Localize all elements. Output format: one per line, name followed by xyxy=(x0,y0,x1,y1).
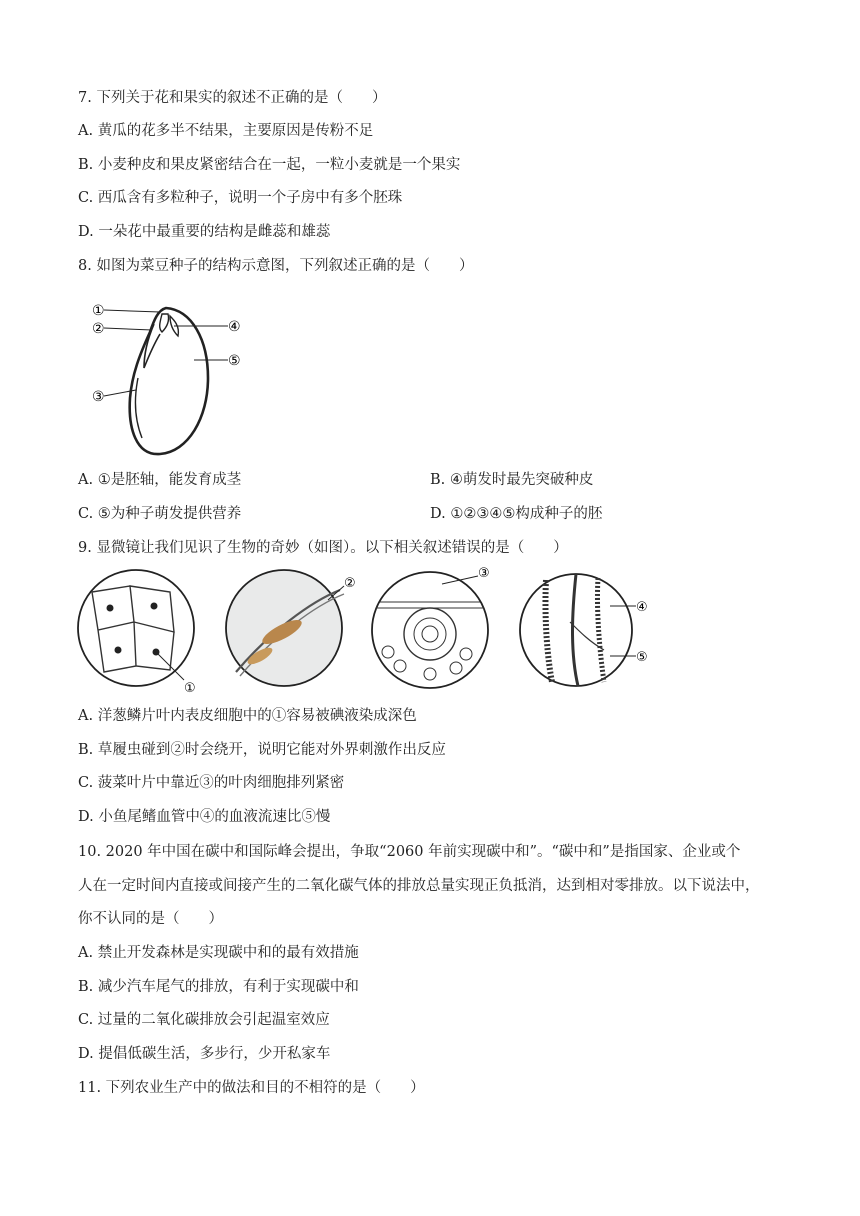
seed-label-2: ② xyxy=(92,321,105,337)
q8-option-b: B. ④萌发时最先突破种皮 xyxy=(430,472,594,488)
micro-label-1: ① xyxy=(184,681,196,696)
q10-option-d: D. 提倡低碳生活，多步行，少开私家车 xyxy=(78,1046,331,1062)
q9-option-d: D. 小鱼尾鳍血管中④的血液流速比⑤慢 xyxy=(78,809,331,825)
q10-stem-line-2: 人在一定时间内直接或间接产生的二氧化碳气体的排放总量实现正负抵消，达到相对零排放。以下说法中， xyxy=(78,878,760,894)
q7-stem: 7. 下列关于花和果实的叙述不正确的是（ ） xyxy=(78,90,387,106)
seed-label-3: ③ xyxy=(92,389,105,405)
q7-option-c: C. 西瓜含有多粒种子，说明一个子房中有多个胚珠 xyxy=(78,190,403,206)
seed-label-1: ① xyxy=(92,303,105,319)
q7-option-d: D. 一朵花中最重要的结构是雌蕊和雄蕊 xyxy=(78,224,331,240)
q8-option-d: D. ①②③④⑤构成种子的胚 xyxy=(430,506,603,522)
q10-stem-line-3: 你不认同的是（ ） xyxy=(78,911,223,927)
paramecium-view xyxy=(226,570,356,686)
micro-label-2: ② xyxy=(344,576,356,591)
q11-stem: 11. 下列农业生产中的做法和目的不相符的是（ ） xyxy=(78,1080,425,1096)
q9-option-b: B. 草履虫碰到②时会绕开，说明它能对外界刺激作出反应 xyxy=(78,742,446,758)
q9-option-a: A. 洋葱鳞片叶内表皮细胞中的①容易被碘液染成深色 xyxy=(78,708,417,724)
onion-epidermis-view xyxy=(78,570,196,696)
micro-label-4: ④ xyxy=(636,600,648,615)
q8-option-a: A. ①是胚轴，能发育成茎 xyxy=(78,472,242,488)
q10-stem-line-1: 10. 2020 年中国在碳中和国际峰会提出，争取“2060 年前实现碳中和”。“碳中和”是指国家、企业或个 xyxy=(78,844,741,860)
q8-option-c: C. ⑤为种子萌发提供营养 xyxy=(78,506,242,522)
q8-stem: 8. 如图为菜豆种子的结构示意图，下列叙述正确的是（ ） xyxy=(78,258,474,274)
seed-label-4: ④ xyxy=(228,319,241,335)
seed-label-5: ⑤ xyxy=(228,353,241,369)
q10-option-c: C. 过量的二氧化碳排放会引起温室效应 xyxy=(78,1012,330,1028)
bean-seed-diagram xyxy=(88,298,258,460)
leaf-section-view xyxy=(372,566,490,688)
q9-stem: 9. 显微镜让我们见识了生物的奇妙（如图）。以下相关叙述错误的是（ ） xyxy=(78,540,568,556)
q10-option-a: A. 禁止开发森林是实现碳中和的最有效措施 xyxy=(78,945,359,961)
q7-option-b: B. 小麦种皮和果皮紧密结合在一起，一粒小麦就是一个果实 xyxy=(78,157,461,173)
micro-label-3: ③ xyxy=(478,566,490,581)
q10-option-b: B. 减少汽车尾气的排放，有利于实现碳中和 xyxy=(78,979,359,995)
micro-label-5: ⑤ xyxy=(636,650,648,665)
microscope-views-figure xyxy=(70,562,670,698)
q9-option-c: C. 菠菜叶片中靠近③的叶肉细胞排列紧密 xyxy=(78,775,345,791)
fish-tail-vessels-view xyxy=(520,574,648,686)
q7-option-a: A. 黄瓜的花多半不结果，主要原因是传粉不足 xyxy=(78,123,374,139)
